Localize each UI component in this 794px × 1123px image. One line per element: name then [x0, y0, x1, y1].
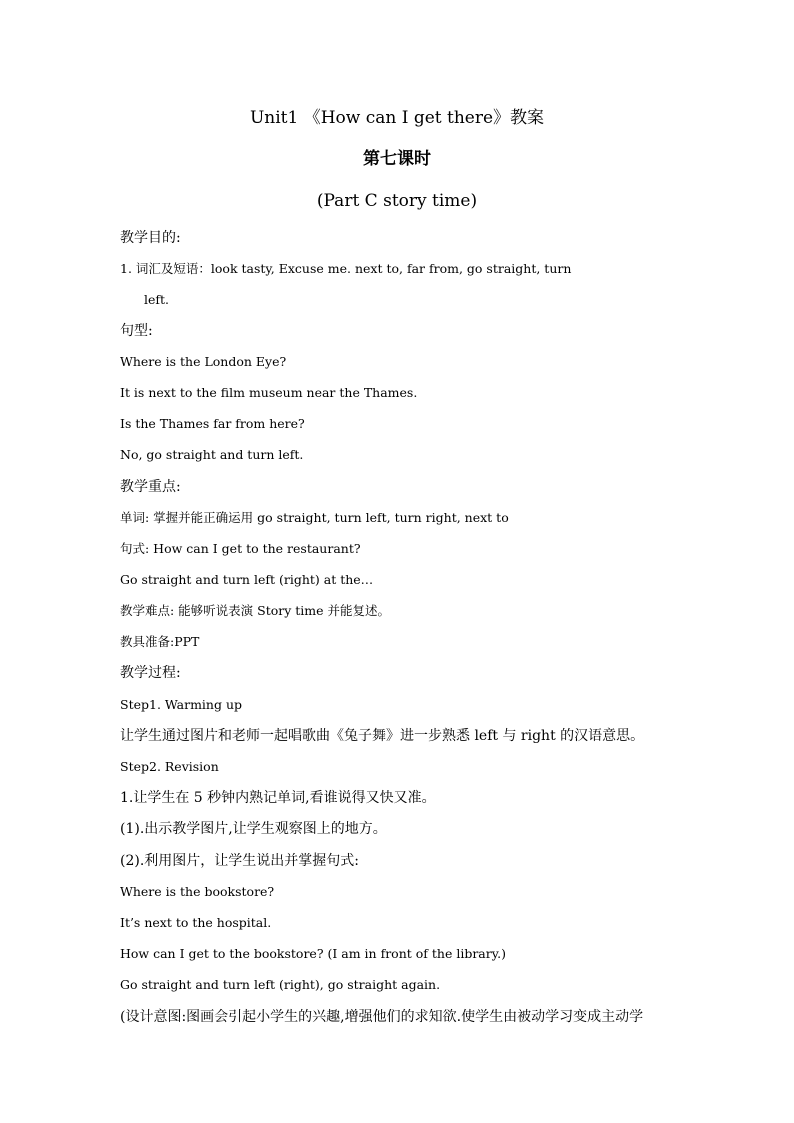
- materials-line: 教具准备:PPT: [120, 634, 200, 649]
- difficulty-line: 教学难点: 能够听说表演 Story time 并能复述。: [120, 603, 391, 618]
- sentence-patterns-heading: 句型:: [120, 323, 153, 339]
- key-sentence-line: 句式: How can I get to the restaurant?: [120, 541, 361, 556]
- dialogue-line: Go straight and turn left (right), go straight again.: [120, 977, 441, 992]
- step-body-line: 让学生通过图片和老师一起唱歌曲《兔子舞》进一步熟悉 left 与 right 的汉语意思。: [120, 728, 645, 744]
- dialogue-line: It’s next to the hospital.: [120, 915, 272, 930]
- pattern-line: Is the Thames far from here?: [120, 416, 305, 431]
- step-body-line: (2).利用图片，让学生说出并掌握句式:: [120, 853, 359, 869]
- design-intent-line: (设计意图:图画会引起小学生的兴趣,增强他们的求知欲.使学生由被动学习变成主动学: [120, 1009, 644, 1025]
- pattern-line: It is next to the film museum near the Thames.: [120, 385, 418, 400]
- step-heading: Step1. Warming up: [120, 697, 243, 712]
- step-body-line: 1.让学生在 5 秒钟内熟记单词,看谁说得又快又准。: [120, 790, 436, 806]
- dialogue-line: Where is the bookstore?: [120, 884, 275, 899]
- part-heading: (Part C story time): [316, 191, 478, 211]
- vocabulary-line-cont: left.: [144, 292, 170, 307]
- dialogue-line: How can I get to the bookstore? (I am in front of the library.): [120, 946, 506, 961]
- step-heading: Step2. Revision: [120, 759, 219, 774]
- document-title: Unit1 《How can I get there》教案: [249, 108, 545, 128]
- pattern-line: No, go straight and turn left.: [120, 447, 304, 462]
- pattern-line: Where is the London Eye?: [120, 354, 287, 369]
- key-words-line: 单词: 掌握并能正确运用 go straight, turn left, turn right, next to: [120, 510, 509, 525]
- key-sentence-line: Go straight and turn left (right) at the…: [120, 572, 374, 587]
- key-points-heading: 教学重点:: [120, 479, 181, 495]
- objectives-heading: 教学目的:: [120, 230, 181, 246]
- procedure-heading: 教学过程:: [120, 665, 181, 681]
- vocabulary-line: 1. 词汇及短语：look tasty, Excuse me. next to, far from, go straight, turn: [120, 261, 572, 276]
- lesson-period: 第七课时: [363, 149, 431, 169]
- step-body-line: (1).出示教学图片,让学生观察图上的地方。: [120, 821, 387, 837]
